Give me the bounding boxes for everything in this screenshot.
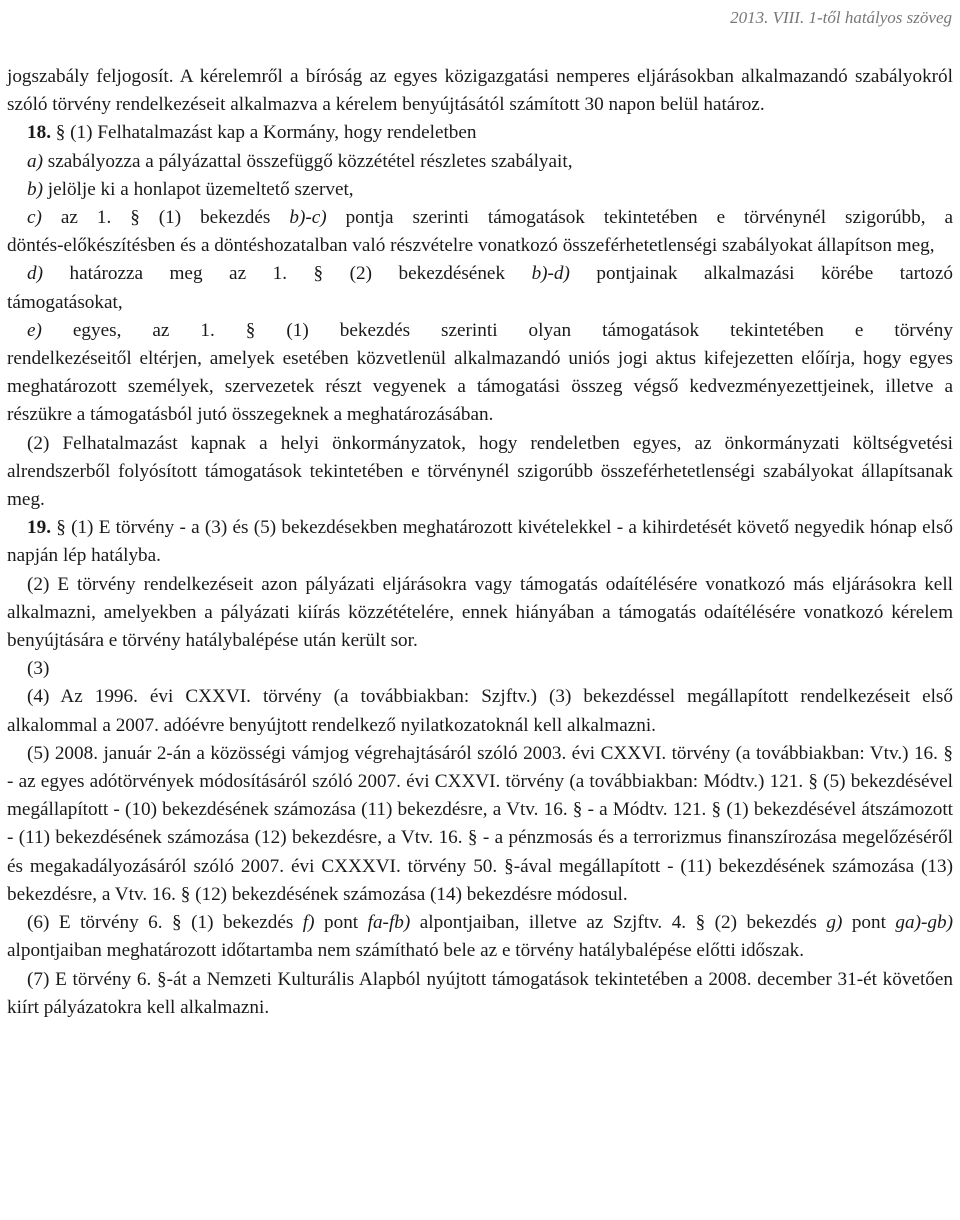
paragraph-text: (2) Felhatalmazást kapnak a helyi önkormányzatok, hogy rendeletben egyes, az önkormányzati költségvetési alrendszerből folyósított támogatások tekintetében e törvénynél szigorúbb összeférhetetlenségi szabályokat állapítsanak meg. <box>7 432 953 511</box>
item-marker: c) <box>27 207 42 229</box>
text-paragraph <box>7 571 953 656</box>
page-header-edition: 2013. VIII. 1-től hatályos szöveg <box>730 8 952 27</box>
paragraph-continuation: támogatásokat, <box>7 291 123 313</box>
text-paragraph <box>7 909 953 965</box>
paragraph-text: pontja szerinti támogatások tekintetében e törvénynél szigorúbb, a <box>326 207 953 229</box>
document-body <box>7 63 953 1022</box>
section-number: 18. <box>27 122 51 144</box>
section-number: 19. <box>27 517 51 539</box>
paragraph-text: (7) E törvény 6. §-át a Nemzeti Kulturális Alapból nyújtott támogatások tekintetében a 2008. december 31-ét követően kiírt pályázatokra kell alkalmazni. <box>7 968 953 1018</box>
list-item-paragraph <box>7 204 953 260</box>
text-paragraph <box>7 966 953 1022</box>
text-paragraph <box>7 683 953 739</box>
paragraph-text: szabályozza a pályázattal összefüggő közzététel részletes szabályait, <box>42 150 573 172</box>
item-marker: fa-fb) <box>367 912 411 934</box>
item-marker: g) <box>826 912 843 934</box>
paragraph-continuation: rendelkezéseitől eltérjen, amelyek esetében közvetlenül alkalmazandó uniós jogi aktus kifejezetten előírja, hogy egyes meghatározott személyek, szervezetek részt vegyenek a támogatási összeg végső kedvezményezettjeinek, illetve a részükre a támogatásból jutó összegeknek a meghatározásában. <box>7 348 953 426</box>
paragraph-text: (4) Az 1996. évi CXXVI. törvény (a továbbiakban: Szjftv.) (3) bekezdéssel megállapított rendelkezéseit első alkalommal a 2007. adóévre benyújtott rendelkező nyilatkozatoknál kell alkalmazni. <box>7 686 953 736</box>
item-marker: e) <box>27 319 42 341</box>
paragraph-text: (5) 2008. január 2-án a közösségi vámjog végrehajtásáról szóló 2003. évi CXXVI. törvény (a továbbiakban: Vtv.) 16. § - az egyes adótörvények módosításáról szóló 2007. évi CXXVI. törvény (a továbbiakban: Módtv.) 121. § (5) bekezdésével megállapított - (10) bekezdésének számozása (11) bekezdésre, a Vtv. 16. § - a Módtv. 121. § (1) bekezdésével átszámozott - (11) bekezdésének számozása (12) bekezdésre, a Vtv. 16. § - a pénzmosás és a terrorizmus finanszírozása megelőzéséről és megakadályozásáról szóló 2007. évi CXXXVI. törvény 50. §-ával megállapított - (11) bekezdésének számozása (13) bekezdésre, a Vtv. 16. § (12) bekezdésének számozása (14) bekezdésre módosul. <box>7 742 953 905</box>
text-paragraph <box>7 655 953 683</box>
paragraph-text: jelölje ki a honlapot üzemeltető szervet, <box>42 178 354 200</box>
list-item-paragraph <box>7 176 953 204</box>
paragraph-text: § (1) E törvény - a (3) és (5) bekezdésekben meghatározott kivételekkel - a kihirdetését követő negyedik hónap első napján lép hatályba. <box>7 517 953 567</box>
paragraph-text: pont <box>842 912 896 934</box>
item-marker: a) <box>27 150 43 172</box>
paragraph-text: alpontjaiban meghatározott időtartamba nem számítható bele az e törvény hatálybalépése előtti időszak. <box>7 940 805 962</box>
item-marker: b)-c) <box>289 207 327 229</box>
paragraph-text: pontjainak alkalmazási körébe tartozó <box>569 263 954 285</box>
list-item-paragraph <box>7 317 953 430</box>
paragraph-text: (3) <box>27 658 50 680</box>
list-item-paragraph <box>7 148 953 176</box>
paragraph-text: § (1) Felhatalmazást kap a Kormány, hogy rendeletben <box>50 122 477 144</box>
paragraph-text: az 1. § (1) bekezdés <box>41 207 290 229</box>
text-paragraph <box>7 119 953 147</box>
paragraph-text: pont <box>314 912 368 934</box>
text-paragraph <box>7 430 953 515</box>
list-item-paragraph <box>7 260 953 316</box>
item-marker: b)-d) <box>531 263 570 285</box>
item-marker: b) <box>27 178 43 200</box>
text-paragraph <box>7 63 953 119</box>
item-marker: d) <box>27 263 43 285</box>
item-marker: ga)-gb) <box>895 912 953 934</box>
paragraph-text: (2) E törvény rendelkezéseit azon pályázati eljárásokra vagy támogatás odaítélésére vonatkozó más eljárásokra kell alkalmazni, amelyekben a pályázati kiírás közzétételére, ennek hiányában a támogatás odaítélésére vonatkozó kérelem benyújtására e törvény hatálybalépése után került sor. <box>7 573 953 652</box>
paragraph-text: jogszabály feljogosít. A kérelemről a bíróság az egyes közigazgatási nemperes eljárásokban alkalmazandó szabályokról szóló törvény rendelkezéseit alkalmazva a kérelem benyújtásától számított 30 napon belül határoz. <box>7 66 953 116</box>
paragraph-text: alpontjaiban, illetve az Szjftv. 4. § (2) bekezdés <box>410 912 827 934</box>
text-paragraph <box>7 514 953 570</box>
paragraph-text: egyes, az 1. § (1) bekezdés szerinti olyan támogatások tekintetében e törvény <box>41 319 953 341</box>
paragraph-continuation: döntés-előkészítésben és a döntéshozatalban való részvételre vonatkozó összeférhetetlenségi szabályokat állapítson meg, <box>7 235 935 257</box>
text-paragraph <box>7 740 953 909</box>
item-marker: f) <box>302 912 315 934</box>
paragraph-text: határozza meg az 1. § (2) bekezdésének <box>42 263 532 285</box>
paragraph-text: (6) E törvény 6. § (1) bekezdés <box>27 912 303 934</box>
